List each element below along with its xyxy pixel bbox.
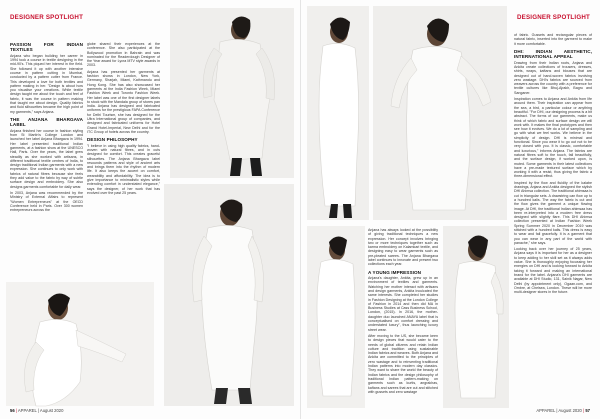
paragraph: Anjana who began building her career in 1994 took a course in textile designing in the mid-90's. This piqued her interest in the field. She followed it up with another intensive course in pattern cutting in Mumbai, conducted by a pattern cutter from France. This developed a love for both textiles and pattern making in her. "Design is about how you visualise your creations. While textile design taught me about the touch and feel of fabric, it was the course in pattern making that taught me about design. Quality fabrics and fluid silhouettes became the high point of my garments," says Anjana. — [10, 53, 83, 114]
text-column-2 — [514, 33, 592, 388]
page-number: 57 — [585, 408, 590, 413]
paragraph: of fabric. Gussets and rectangular pieces of natural fabric, inserted into the garment to make it more comfortable. — [514, 33, 592, 46]
paragraph: Drawing from their Indian roots, Anjana and Ankita create collections of trousers, dresses, shirts, wraps, kaftans and blouses that are designed out of hand-woven fabrics involving zero wastage. DHI's fabrics are sourced from weavers across the country with a preference for textile cultures like Bhuj-Ajrakh, Bagru and Sanganer. — [514, 60, 592, 95]
text-column-1 — [10, 42, 83, 277]
section-header: DESIGNER SPOTLIGHT — [10, 14, 84, 21]
paragraph: In 2003, Anjana was recommended by the Ministry of External Affairs to represent "Women Entrepreneurs" at the OECD Conference held in Paris. Over 300 women entrepreneurs across the — [10, 190, 83, 213]
model-photo-bottom-right — [164, 184, 294, 406]
paragraph: Anjana finished her course in fashion styling from St Martin's College London and launched her label Anjana Bhargava in 1994. Her label presented traditional Indian garments, at a fashion show at the UNESCO Hall, Paris. Over the years, the label grew steadily as she worked with artisans, in different traditional textile centres of India, to design traditional Indian garments with a new expression. She continues to only work with fabrics of natural fibres because she feels they add value to the fabric by way of subtle surface design and embroidery. She also designs garments comfortable for daily wear. — [10, 128, 83, 189]
folio-text: APPAREL | August 2020 — [17, 408, 64, 413]
model-photo-top-left — [307, 6, 369, 220]
folio-text: APPAREL | August 2020 — [536, 408, 582, 413]
subheading: THE ANJANA BHARGAVA LABEL — [10, 116, 83, 128]
paragraph: After moving to the US, she became keen to design pieces that would cater to the needs of global citizens and retain Indian culture and tradition using sustainable Indian fabrics and weaves. Both Anjana and Ankita are committed to the principles of zero wastage and to reinventing traditional Indian patterns into modern day classics. They want to share the world the beauty of Indian fabrics and the design philosophy of traditional Indian pattern-making on garments such as kurtis, angrakhas, kaftans and sarees that are cut and stitched with gussets and zero wastage — [368, 333, 438, 394]
paragraph: Inspired by the flow and fluidity of the kalabe drawings, Anjana and Ankita designed the stylish DHI Ahimsa collection. The traditional ahimsaa is cut in triangular sets. A drawstring can flow up to a hundred kalis. The way the fabric is cut and the flow gives the garment a unique flowing image. At DHI, the traditional Indian ahimsaa has been re-interpreted into a modern free dress designed with slightly flare. This DHI Ahimsa collection presented at Indian Fashion Week Spring Summer 2020 in December 2019 was stitched with a hundred kalis. This dress is easy to wear and fall gracefully. It is a garment that you can wear in any part of the world with panache," she says. — [514, 180, 592, 245]
model-photo-top-center — [373, 6, 507, 220]
subheading: PASSION FOR INDIAN TEXTILES — [10, 42, 83, 53]
page-folio: APPAREL | August 2020 | 57 — [536, 408, 590, 413]
section-header: DESIGNER SPOTLIGHT — [516, 14, 590, 21]
paragraph: Anjana's daughter, Ankita, grew up in an environment of textiles and garments. Watching her mother interact with artisans and design garments, Ankita inculcated the same interests. She completed her studies in Fashion Designing at the London College of Fashion in 2014 and then did MA in Business Studies at Cass Business School, London, (2015). In 2016, the mother-daughter duo launched ANAYA label that is conceptualised on comfort dressing and understated luxury", thus launching luxury street wear. — [368, 276, 438, 332]
paragraph: globe shared their experiences at the conference. She also participated at the Bollywood promotion in Bahrain and was nominated for the Readerdough Designer of the Year award for Lycra MTV style awards in 2003. — [87, 42, 160, 68]
page-folio: 56 | APPAREL | August 2020 — [10, 408, 64, 413]
model-photo-bottom-center — [443, 226, 509, 408]
subheading: DHI: INDIAN AESTHETIC, INTERNATIONAL APPEAL — [514, 48, 592, 60]
paragraph: Inspiration comes to Anjana and Ankita from life around them. Their inspiration can appear from the sea, a bird, a particular colour or anything beautiful. "For DHI, our designing process is a bit abstract. The forms of our garments, make us think of which fabric and surface design we will work with. It makes the final prototypes and then see how it evolves. We do a lot of sampling and go with what we feel works. We believe in the simplicity of design. DHI is minimal and functional. Since you wear it to go out not to be very closed with you. It is classic, comfortable and luxurious," informs Anjana. The fabrics are natural fibres soft to the touch, fall beautifully, and the surface design, if worked upon, is muted. Some garments in their latest collections have a pre-made textured surface which by working it with a resist, thus giving the fabric a three-dimensional effect. — [514, 97, 592, 179]
paragraph: Anjana has always looked at the possibility of giving traditional techniques a new expression. Her concept involves bringing two or more techniques together such as karma embroidery on Kalamkari textile, and designing easy to wear garments such as pre-pleated sarees. The Anjana Bhargava label continues to innovate and present two collections each year. — [368, 228, 438, 267]
paragraph: "I believe in using high quality fabrics, hand-woven with natural fibres, and in cuts designed for comfort. This creates graceful silhouettes. The Anjana Bhargava label resounds patterns and style of ancient arts and brings them into the rhythm of modern life. It also keeps the accent on comfort, wearability and affordability. The idea is to give importance to minimalistic styles while extending comfort in understated elegance," says the designer, of her work that has evolved over the past 25 years. — [87, 143, 160, 195]
model-photo-bottom-left — [307, 226, 365, 408]
right-page — [300, 0, 600, 419]
model-photo-top — [170, 8, 294, 178]
text-column-1 — [368, 228, 438, 394]
text-column-2 — [87, 42, 160, 277]
subheading: A YOUNG IMPRESSION — [368, 269, 422, 275]
paragraph: Anjana has presented her garments at fashion shows in London, New York, Germany, Sharjah, Miami, Kathmandu and Hong Kong. She has also showcased her garments at the India Fashion Week, Miami Fashion Week and Toronto Fashion Week. Her label was one of the first designer labels to stock with the Mandala group of stores pan India. Anjana has designed and fabricated uniforms for the prestigious FAPA Conference for Delhi Tourism, she has designed for the Ultra International group of companies, and designed and fabricated uniforms for Hotel Grand Hotel-Imperial, New Delhi and for the ITC Group of hotels across the country. — [87, 69, 160, 134]
subheading: DESIGN PHILOSOPHY — [87, 137, 138, 143]
page-number: 56 — [10, 408, 15, 413]
paragraph: Looking back over her journey of 25 years, Anjana says it is important for her as a designer to keep adding to her skill set as it always adds value. She is thoroughly enjoying focussing her energies on DHI and is looking forward to Ankita taking it forward and making an international brand for the label. Anjana's DHI garments are available at DHI Studio, 131, Sainik Nagar, New Delhi (by appointment only), Ogaan.com, and Ombre, at Chelsea, London. These will be more multi-designer stores in the future. — [514, 247, 592, 295]
model-photo-bottom-left — [6, 282, 154, 406]
